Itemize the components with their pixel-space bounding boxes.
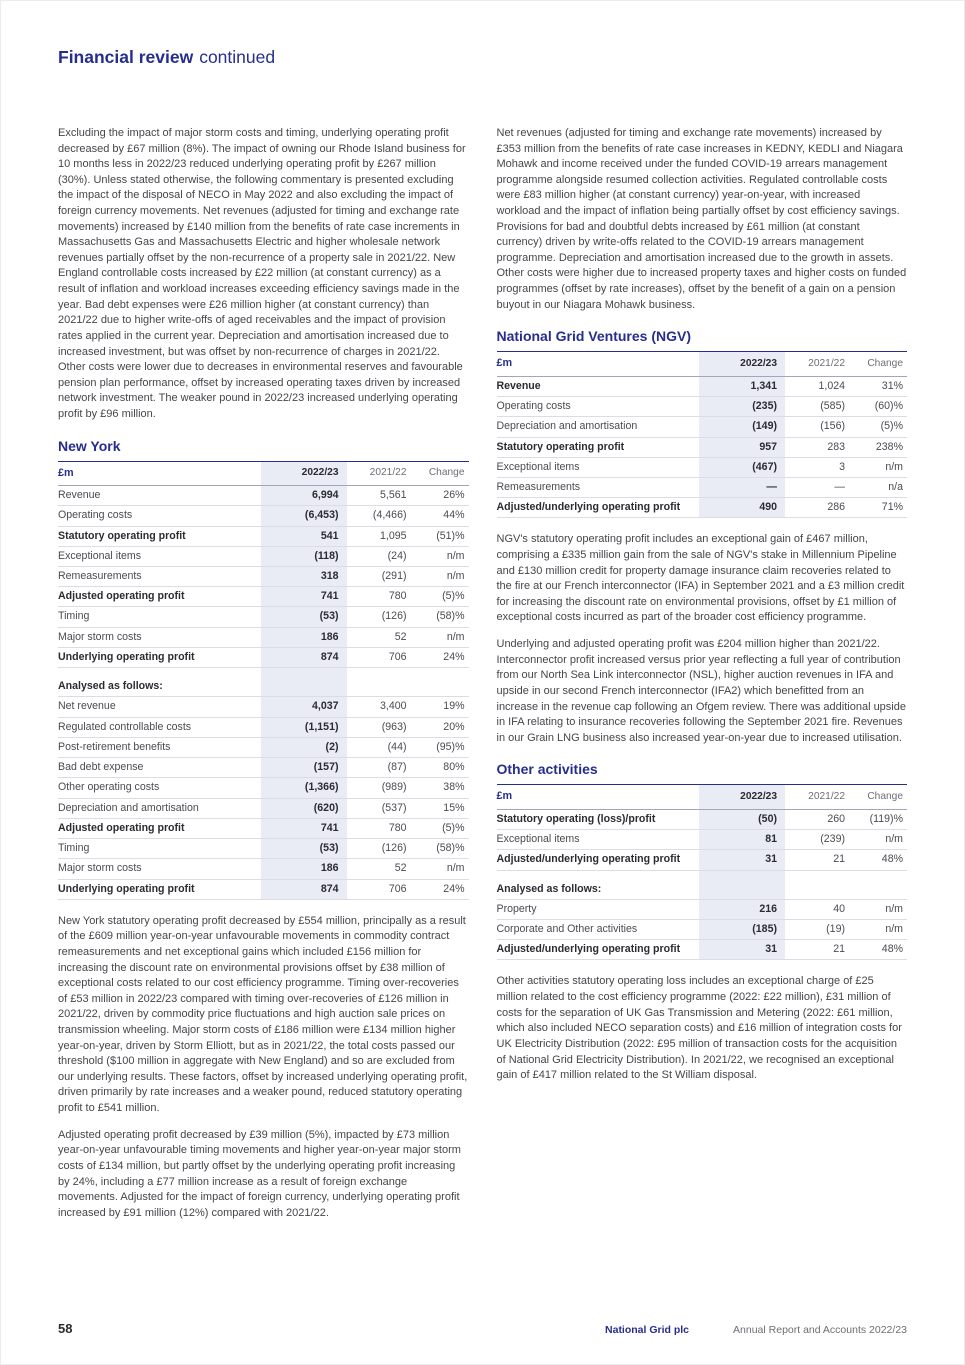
row-value: 1,024: [785, 376, 849, 396]
column-header: Change: [849, 785, 907, 809]
row-value: 48%: [849, 850, 907, 870]
row-value: (53): [261, 839, 347, 859]
section-heading-ngv: National Grid Ventures (NGV): [496, 328, 691, 345]
row-label: Adjusted/underlying operating profit: [497, 850, 700, 870]
page-header: [58, 47, 907, 68]
table-row: [58, 717, 469, 737]
row-value: 44%: [411, 506, 469, 526]
row-label: Revenue: [58, 486, 261, 506]
row-value: 5,561: [347, 486, 411, 506]
row-value: (1,366): [261, 778, 347, 798]
row-value: 216: [699, 899, 785, 919]
section-heading-other-activities: Other activities: [496, 761, 598, 778]
row-label: Remeasurements: [497, 477, 700, 497]
row-value: 31%: [849, 376, 907, 396]
table-row: [497, 437, 908, 457]
table-row: [58, 778, 469, 798]
row-label: Exceptional items: [497, 830, 700, 850]
row-value: 81: [699, 830, 785, 850]
table-header-row: [497, 785, 908, 809]
row-value: 31: [699, 850, 785, 870]
column-header: Change: [849, 352, 907, 376]
row-value: n/m: [411, 627, 469, 647]
row-value: 541: [261, 526, 347, 546]
column-header: £m: [58, 461, 261, 485]
table-row: [58, 486, 469, 506]
column-header: £m: [497, 785, 700, 809]
row-label: [58, 668, 261, 678]
row-value: 186: [261, 627, 347, 647]
row-value: (58)%: [411, 607, 469, 627]
table-row: [58, 546, 469, 566]
footer-right: [605, 1320, 907, 1338]
row-value: [785, 870, 849, 880]
row-value: 19%: [411, 697, 469, 717]
row-value: (53): [261, 607, 347, 627]
row-value: [411, 668, 469, 678]
row-label: Net revenue: [58, 697, 261, 717]
table-row: [497, 920, 908, 940]
row-value: 318: [261, 567, 347, 587]
row-value: 24%: [411, 879, 469, 899]
row-value: (5)%: [411, 587, 469, 607]
row-label: Post-retirement benefits: [58, 737, 261, 757]
row-label: Timing: [58, 839, 261, 859]
body-paragraph: Adjusted operating profit decreased by £39 million (5%), impacted by £73 million year-on-year unfavourable timing movements and higher year-on-year major storm costs of £134 million, but partly offset by the underlying operating profit increasing by 24%, including a £77 million increase as a result of foreign exchange movements. Adjusted for the impact of foreign currency, underlying operating profit increased by £91 million (12%) compared with 2021/22.: [58, 1128, 461, 1219]
row-value: (239): [785, 830, 849, 850]
table-row: [497, 477, 908, 497]
table-row: [58, 567, 469, 587]
table-row: [58, 859, 469, 879]
page-footer: [58, 1320, 907, 1338]
row-label: Adjusted/underlying operating profit: [497, 498, 700, 518]
row-value: 706: [347, 879, 411, 899]
table-row: [58, 839, 469, 859]
row-value: 48%: [849, 940, 907, 960]
table-spacer-row: [58, 668, 469, 678]
row-value: (5)%: [849, 417, 907, 437]
row-value: (19): [785, 920, 849, 940]
row-value: 40: [785, 899, 849, 919]
row-value: 3,400: [347, 697, 411, 717]
other-activities-table: [497, 784, 908, 960]
table-row: [58, 758, 469, 778]
column-header: 2022/23: [699, 352, 785, 376]
table-row: [58, 818, 469, 838]
table-spacer-row: [497, 870, 908, 880]
column-header: 2022/23: [261, 461, 347, 485]
row-label: Timing: [58, 607, 261, 627]
table-row: [497, 830, 908, 850]
row-value: (585): [785, 397, 849, 417]
row-value: (95)%: [411, 737, 469, 757]
table-row: [58, 627, 469, 647]
row-label: Statutory operating profit: [497, 437, 700, 457]
row-value: (156): [785, 417, 849, 437]
row-label: Exceptional items: [497, 457, 700, 477]
column-header: 2021/22: [347, 461, 411, 485]
row-value: (235): [699, 397, 785, 417]
body-paragraph: Net revenues (adjusted for timing and exchange rate movements) increased by £353 million from the benefits of rate case increases in KEDNY, KEDLI and Niagara Mohawk and income received under the funded COVID-19 arrears management programme alongside resumed collection activities. Regulated controllable costs were £83 million higher (at constant currency) year-on-year, with increased workload and the impact of inflation being partially offset by cost efficiency savings. Provisions for bad and doubtful debts increased by £61 million (at constant currency) driven by write-offs related to the COVID-19 arrears management programme. Depreciation and amortisation increased due to the growth in assets. Other costs were higher due to increased property taxes and higher costs on funded programmes (offset by rate increases), offset by the benefit of a gain on a pension buyout in our Niagara Mohawk business.: [496, 127, 907, 311]
table-header-row: [497, 352, 908, 376]
row-label: Adjusted operating profit: [58, 818, 261, 838]
row-label: Adjusted/underlying operating profit: [497, 940, 700, 960]
table-row: [497, 809, 908, 829]
row-value: n/m: [411, 567, 469, 587]
row-value: —: [699, 477, 785, 497]
row-label: Analysed as follows:: [58, 677, 261, 697]
row-value: n/m: [849, 899, 907, 919]
row-label: Adjusted operating profit: [58, 587, 261, 607]
table-row: [497, 457, 908, 477]
row-value: n/m: [849, 457, 907, 477]
ngv-table: [497, 351, 908, 518]
row-value: 71%: [849, 498, 907, 518]
row-value: 741: [261, 587, 347, 607]
row-value: 6,994: [261, 486, 347, 506]
row-value: (126): [347, 839, 411, 859]
row-value: 80%: [411, 758, 469, 778]
page-title: Financial review: [58, 47, 194, 67]
row-value: 4,037: [261, 697, 347, 717]
row-value: (4,466): [347, 506, 411, 526]
table-row: [497, 899, 908, 919]
row-label: Regulated controllable costs: [58, 717, 261, 737]
row-value: 21: [785, 850, 849, 870]
table-row: [58, 607, 469, 627]
row-label: Operating costs: [58, 506, 261, 526]
body-paragraph: New York statutory operating profit decreased by £554 million, principally as a result of the £609 million year-on-year unfavourable movements in commodity contract remeasurements and net exceptional gains which included £156 million for increasing the discount rate on environmental provisions offset by £38 million of exceptional costs related to our cost efficiency programme. Timing over-recoveries of £53 million in 2022/23 compared with timing over-recoveries of £126 million in 2021/22, driven by commodity price fluctuations and high auction sale prices on transmission wheeling. Major storm costs of £186 million were £134 million higher year-on-year, driven by Storm Elliott, but as in 2021/22, the total costs passed our threshold ($100 million in aggregate with New England) and so are excluded from our underlying results. These factors, offset by increased underlying operating profit, driven primarily by rate increases and a weaker pound, reduced statutory operating profit to £541 million.: [58, 914, 468, 1115]
table-row: [497, 850, 908, 870]
footer-report-title: Annual Report and Accounts 2022/23: [733, 1324, 907, 1336]
row-label: Analysed as follows:: [497, 880, 700, 900]
column-header: 2022/23: [699, 785, 785, 809]
row-value: [347, 668, 411, 678]
row-label: [497, 870, 700, 880]
row-value: 52: [347, 859, 411, 879]
row-value: (2): [261, 737, 347, 757]
right-column: [497, 126, 908, 1232]
row-value: 186: [261, 859, 347, 879]
row-value: 741: [261, 818, 347, 838]
table-row: [497, 417, 908, 437]
row-value: —: [785, 477, 849, 497]
row-value: (126): [347, 607, 411, 627]
row-value: (44): [347, 737, 411, 757]
row-value: 1,341: [699, 376, 785, 396]
row-value: (185): [699, 920, 785, 940]
row-value: (60)%: [849, 397, 907, 417]
row-value: 26%: [411, 486, 469, 506]
row-value: [785, 880, 849, 900]
table-row: [58, 526, 469, 546]
row-value: (51)%: [411, 526, 469, 546]
table-row: [58, 879, 469, 899]
row-value: [849, 880, 907, 900]
body-paragraph: NGV's statutory operating profit includes an exceptional gain of £467 million, comprising a £335 million gain from the sale of NGV's stake in Millennium Pipeline and £130 million credit for property damage insurance claim recoveries related to the fire at our French interconnector (IFA) in September 2021 and a £3 million credit for increasing the discount rate on environmental provisions, offset by £1 million of exceptional costs incurred as part of the broader cost efficiency programme.: [496, 533, 905, 624]
row-value: [347, 677, 411, 697]
row-value: n/m: [411, 546, 469, 566]
row-value: 31: [699, 940, 785, 960]
row-value: (50): [699, 809, 785, 829]
row-label: Underlying operating profit: [58, 647, 261, 667]
table-row: [497, 397, 908, 417]
row-label: Revenue: [497, 376, 700, 396]
row-label: Statutory operating profit: [58, 526, 261, 546]
row-value: [699, 880, 785, 900]
row-value: (1,151): [261, 717, 347, 737]
row-label: Bad debt expense: [58, 758, 261, 778]
row-value: n/m: [411, 859, 469, 879]
row-value: [849, 870, 907, 880]
row-value: 780: [347, 587, 411, 607]
row-label: Corporate and Other activities: [497, 920, 700, 940]
row-value: 24%: [411, 647, 469, 667]
row-value: (157): [261, 758, 347, 778]
column-header: £m: [497, 352, 700, 376]
row-value: (537): [347, 798, 411, 818]
row-value: [261, 677, 347, 697]
table-row: [58, 798, 469, 818]
row-value: 38%: [411, 778, 469, 798]
intro-paragraph: Excluding the impact of major storm costs and timing, underlying operating profit decreased by £67 million (8%). The impact of owning our Rhode Island business for 10 months less in 2022/23 reduced underlying operating profit by £267 million (30%). Unless stated otherwise, the following commentary is presented excluding the impact of the disposal of NECO in May 2022 and also excluding the impact of foreign currency movements. Net revenues (adjusted for timing and exchange rate movements) increased by £140 million from the benefits of rate case increments in Massachusetts Gas and Massachusetts Electric and higher wholesale network revenues partially offset by the non-recurrence of a property sale in 2021/22. New England controllable costs increased by £22 million (at constant currency) as a result of inflation and workload increases exceeding efficiency savings made in the year. Bad debt expenses were £26 million higher (at constant currency) than 2021/22 due to higher write-offs of aged receivables and the impact of provision rates applied in the current year. Depreciation and amortisation increased due to increased investment, but was offset by non-recurrence of charges in 2021/22. Other costs were lower due to decreases in environmental reserves and favourable pension plan performance, offset by increased operating taxes driven by increased network investment. The weaker pound in 2022/23 increased underlying operating profit by £96 million.: [58, 127, 466, 420]
row-label: Major storm costs: [58, 859, 261, 879]
table-row: [497, 880, 908, 900]
content-columns: [58, 126, 907, 1232]
row-value: 20%: [411, 717, 469, 737]
row-value: (5)%: [411, 818, 469, 838]
column-header: 2021/22: [785, 352, 849, 376]
row-label: Operating costs: [497, 397, 700, 417]
row-value: 283: [785, 437, 849, 457]
table-row: [497, 376, 908, 396]
table-header-row: [58, 461, 469, 485]
row-value: (6,453): [261, 506, 347, 526]
row-value: (58)%: [411, 839, 469, 859]
body-paragraph: Underlying and adjusted operating profit was £204 million higher than 2021/22. Interconnector profit increased versus prior year reflecting a full year of contribution from our North Sea Link interconnector (NSL), higher auction revenues in IFA and upside in our second French interconnector (IFA2) which benefitted from an increase in the revenue cap following an Ofgem review. There was additional upside in IFA relating to insurance recoveries following the September 2021 fire. Revenues in our Grain LNG business also increased year-on-year due to increased utilisation.: [496, 638, 906, 744]
table-row: [58, 677, 469, 697]
row-value: (467): [699, 457, 785, 477]
row-value: 957: [699, 437, 785, 457]
row-value: 15%: [411, 798, 469, 818]
row-value: (149): [699, 417, 785, 437]
row-value: (118): [261, 546, 347, 566]
row-value: 780: [347, 818, 411, 838]
new-york-table: [58, 461, 469, 900]
table-row: [58, 506, 469, 526]
footer-company-name: National Grid plc: [605, 1324, 690, 1336]
row-label: Statutory operating (loss)/profit: [497, 809, 700, 829]
row-value: 874: [261, 647, 347, 667]
row-value: 52: [347, 627, 411, 647]
row-label: Property: [497, 899, 700, 919]
section-heading-new-york: New York: [58, 437, 121, 454]
row-value: [699, 870, 785, 880]
table-row: [58, 737, 469, 757]
table-row: [497, 940, 908, 960]
row-label: Underlying operating profit: [58, 879, 261, 899]
row-value: 3: [785, 457, 849, 477]
row-value: 874: [261, 879, 347, 899]
row-value: 238%: [849, 437, 907, 457]
row-value: 706: [347, 647, 411, 667]
row-label: Other operating costs: [58, 778, 261, 798]
row-value: (963): [347, 717, 411, 737]
row-label: Depreciation and amortisation: [58, 798, 261, 818]
table-row: [58, 647, 469, 667]
column-header: Change: [411, 461, 469, 485]
row-value: (24): [347, 546, 411, 566]
table-row: [497, 498, 908, 518]
page-number: 58: [58, 1321, 73, 1336]
row-value: n/a: [849, 477, 907, 497]
row-value: n/m: [849, 920, 907, 940]
row-value: (291): [347, 567, 411, 587]
row-value: (620): [261, 798, 347, 818]
row-value: (989): [347, 778, 411, 798]
body-paragraph: Other activities statutory operating loss includes an exceptional charge of £25 million related to the cost efficiency programme (2022: £22 million), £31 million of costs for the separation of UK Gas Transmission and Metering (2022: £61 million, which also included NECO separation costs) and £16 million of integration costs for UK Electricity Distribution (2022: £95 million of transaction costs for the acquisition of National Grid Electricity Distribution). In 2021/22, we recognised an exceptional gain of £417 million related to the St William disposal.: [496, 975, 902, 1082]
row-value: [261, 668, 347, 678]
row-label: Exceptional items: [58, 546, 261, 566]
left-column: [58, 126, 469, 1232]
row-label: Major storm costs: [58, 627, 261, 647]
row-value: n/m: [849, 830, 907, 850]
row-label: Depreciation and amortisation: [497, 417, 700, 437]
page-title-suffix: continued: [199, 47, 276, 67]
row-value: 490: [699, 498, 785, 518]
column-header: 2021/22: [785, 785, 849, 809]
row-value: 21: [785, 940, 849, 960]
row-value: [411, 677, 469, 697]
row-label: Remeasurements: [58, 567, 261, 587]
table-row: [58, 587, 469, 607]
row-value: 1,095: [347, 526, 411, 546]
row-value: 286: [785, 498, 849, 518]
table-row: [58, 697, 469, 717]
row-value: 260: [785, 809, 849, 829]
row-value: (87): [347, 758, 411, 778]
row-value: (119)%: [849, 809, 907, 829]
